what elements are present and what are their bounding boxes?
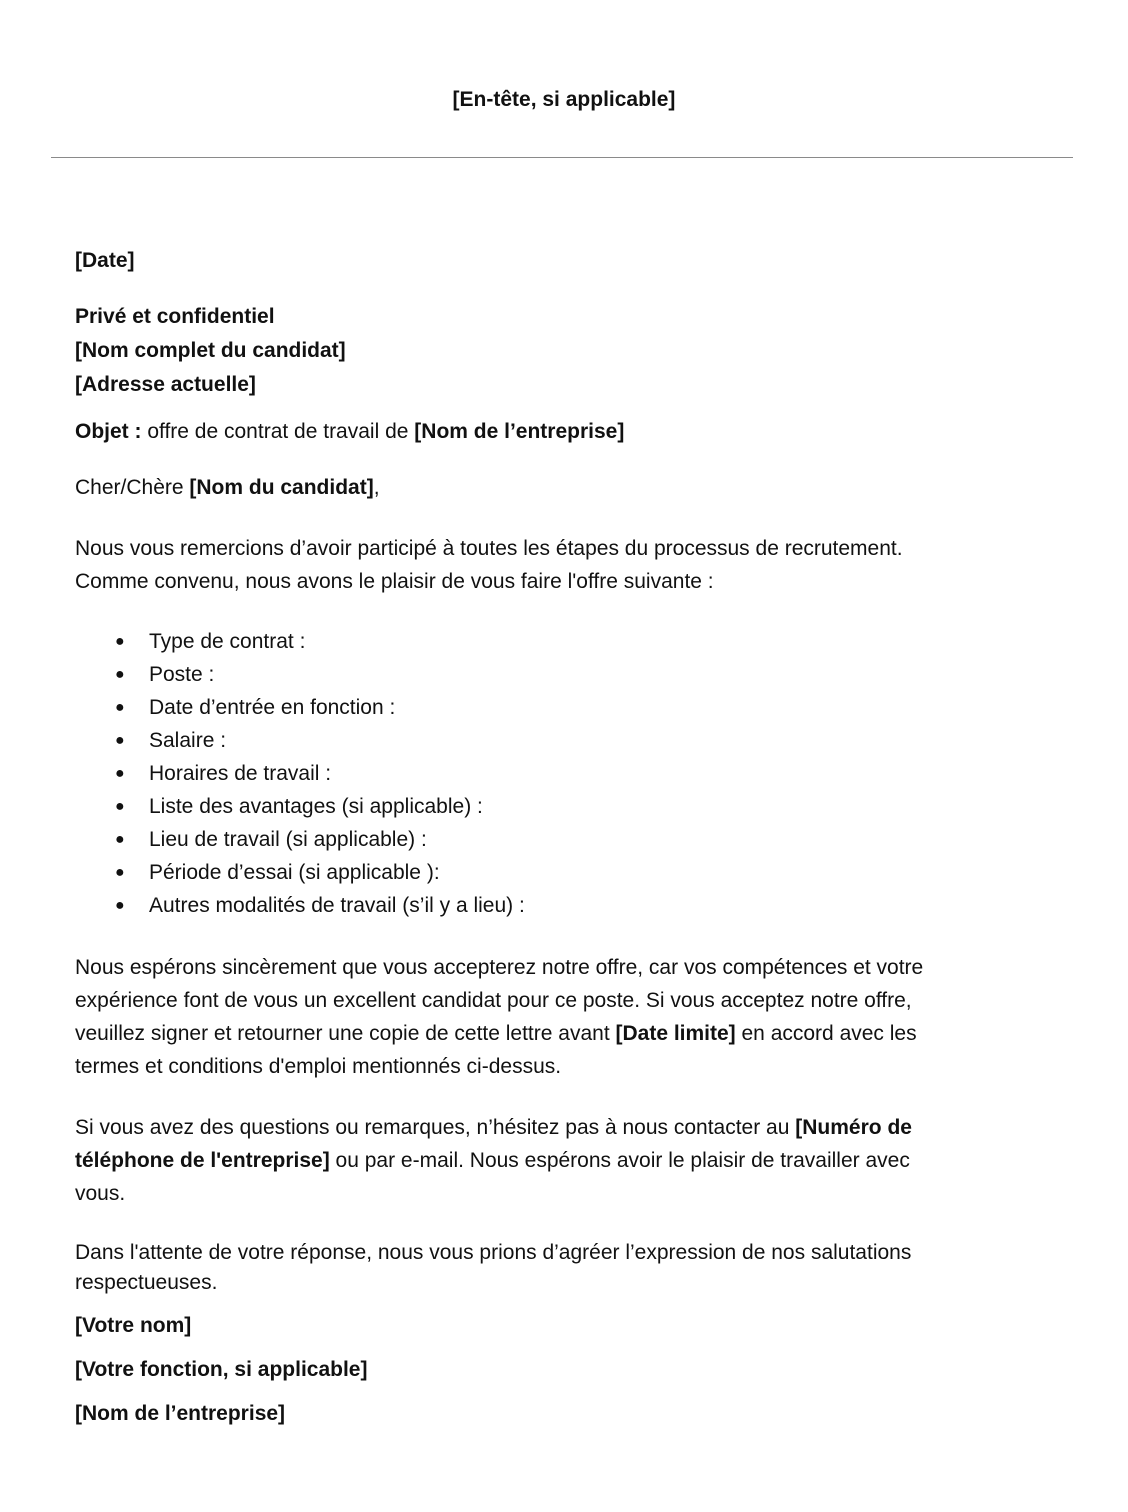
closing-line-2: respectueuses. <box>75 1271 218 1294</box>
bullet-icon: ● <box>115 699 125 716</box>
greeting-prefix: Cher/Chère <box>75 476 190 499</box>
header-divider <box>51 157 1073 158</box>
offer-item <box>75 625 525 658</box>
offer-item <box>75 823 525 856</box>
hope-line-3 <box>75 1017 917 1050</box>
offer-item <box>75 889 525 922</box>
offer-item-label: Autres modalités de travail (s’il y a lieu) : <box>149 894 525 917</box>
hope-line-1: Nous espérons sincèrement que vous accepterez notre offre, car vos compétences et votre <box>75 956 924 979</box>
recipient-address: [Adresse actuelle] <box>75 373 256 396</box>
phone-placeholder-part-1: [Numéro de <box>795 1116 912 1139</box>
phone-placeholder-part-2: téléphone de l'entreprise] <box>75 1149 330 1172</box>
confidential-note: Privé et confidentiel <box>75 305 275 328</box>
intro-line-1: Nous vous remercions d’avoir participé à toutes les étapes du processus de recrutement. <box>75 537 903 560</box>
offer-item-label: Salaire : <box>149 729 227 752</box>
offer-item <box>75 757 525 790</box>
header-title: [En-tête, si applicable] <box>452 88 676 111</box>
contact-line-2-text: ou par e-mail. Nous espérons avoir le plaisir de travailler avec <box>329 1149 910 1172</box>
offer-item-label: Poste : <box>149 663 215 686</box>
closing-line-1: Dans l'attente de votre réponse, nous vous prions d’agréer l’expression de nos salutations <box>75 1241 912 1264</box>
bullet-icon: ● <box>115 798 125 815</box>
bullet-icon: ● <box>115 831 125 848</box>
offer-item-label: Période d’essai (si applicable ): <box>149 861 440 884</box>
offer-item <box>75 724 525 757</box>
bullet-icon: ● <box>115 765 125 782</box>
bullet-icon: ● <box>115 864 125 881</box>
subject-company: [Nom de l’entreprise] <box>414 420 625 443</box>
subject-label: Objet : <box>75 420 142 443</box>
greeting-name: [Nom du candidat] <box>189 476 374 499</box>
bullet-icon: ● <box>115 633 125 650</box>
offer-item-label: Date d’entrée en fonction : <box>149 696 396 719</box>
recipient-name: [Nom complet du candidat] <box>75 339 346 362</box>
offer-item-label: Type de contrat : <box>149 630 306 653</box>
signature-name: [Votre nom] <box>75 1314 192 1337</box>
bullet-icon: ● <box>115 897 125 914</box>
signature-role: [Votre fonction, si applicable] <box>75 1358 368 1381</box>
offer-item <box>75 790 525 823</box>
contact-line-2 <box>75 1144 910 1177</box>
offer-item-label: Lieu de travail (si applicable) : <box>149 828 427 851</box>
deadline-placeholder: [Date limite] <box>615 1022 736 1045</box>
bullet-icon: ● <box>115 666 125 683</box>
hope-line-3-before: veuillez signer et retourner une copie de cette lettre avant <box>75 1022 616 1045</box>
hope-line-3-after: en accord avec les <box>735 1022 917 1045</box>
hope-line-4: termes et conditions d'emploi mentionnés ci-dessus. <box>75 1055 562 1078</box>
offer-item <box>75 658 525 691</box>
intro-line-2: Comme convenu, nous avons le plaisir de vous faire l'offre suivante : <box>75 570 714 593</box>
greeting <box>75 471 380 504</box>
subject-line <box>75 415 624 448</box>
letter-date: [Date] <box>75 249 135 272</box>
greeting-suffix: , <box>373 476 380 499</box>
offer-list <box>75 625 525 922</box>
contact-line-1-text: Si vous avez des questions ou remarques, n’hésitez pas à nous contacter au <box>75 1116 796 1139</box>
bullet-icon: ● <box>115 732 125 749</box>
offer-item <box>75 856 525 889</box>
contact-line-1 <box>75 1111 912 1144</box>
subject-text: offre de contrat de travail de <box>141 420 415 443</box>
contact-line-3: vous. <box>75 1182 126 1205</box>
hope-line-2: expérience font de vous un excellent candidat pour ce poste. Si vous acceptez notre offre, <box>75 989 912 1012</box>
offer-item <box>75 691 525 724</box>
signature-company: [Nom de l’entreprise] <box>75 1402 286 1425</box>
offer-item-label: Horaires de travail : <box>149 762 332 785</box>
offer-item-label: Liste des avantages (si applicable) : <box>149 795 483 818</box>
